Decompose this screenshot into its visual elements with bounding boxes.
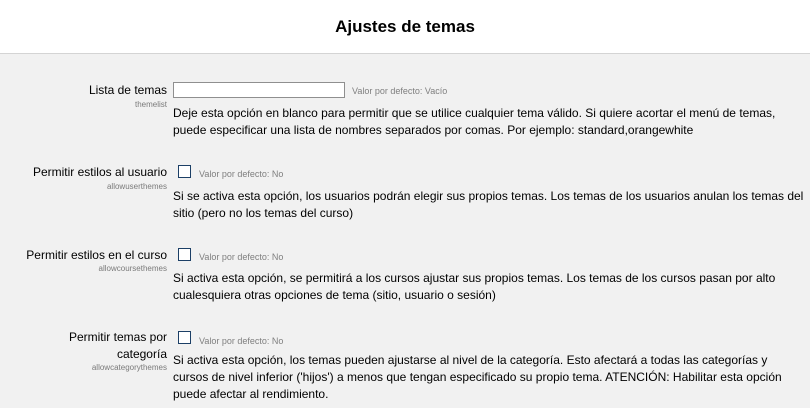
setting-label: Lista de temas xyxy=(88,83,167,97)
setting-key: themelist xyxy=(134,100,167,109)
setting-key: allowcategorythemes xyxy=(91,363,167,372)
themelist-input[interactable] xyxy=(173,82,345,98)
allowcoursethemes-checkbox[interactable] xyxy=(178,248,191,261)
settings-panel xyxy=(0,54,810,408)
setting-description: Si activa esta opción, se permitirá a los cursos ajustar sus propios temas. Los temas de los cursos pasan por alto cualesquiera otras opciones de tema (sitio, usuario o sesión) xyxy=(173,271,776,302)
page-header xyxy=(0,0,810,54)
setting-label: Permitir estilos al usuario xyxy=(32,165,167,179)
setting-key: allowuserthemes xyxy=(106,182,167,191)
setting-label-line1: Permitir temas por xyxy=(68,330,167,344)
setting-description: Si activa esta opción, los temas pueden ajustarse al nivel de la categoría. Esto afectará a todas las categorías y cursos de nivel inferior ('hijos') a menos que tengan especificado su propio tema. ATENCIÓN: Habilitar esta opción puede afectar al rendimiento. xyxy=(173,353,782,401)
allowuserthemes-checkbox[interactable] xyxy=(178,165,191,178)
default-value: Valor por defecto: Vacío xyxy=(352,86,448,96)
default-value: Valor por defecto: No xyxy=(199,336,284,346)
setting-key: allowcoursethemes xyxy=(98,264,167,273)
setting-label: Permitir estilos en el curso xyxy=(26,248,167,262)
default-value: Valor por defecto: No xyxy=(199,252,284,262)
setting-description: Si se activa esta opción, los usuarios podrán elegir sus propios temas. Los temas de los usuarios anulan los temas del sitio (pero no los temas del curso) xyxy=(173,189,804,220)
default-value: Valor por defecto: No xyxy=(199,169,284,179)
page-title: Ajustes de temas xyxy=(335,17,475,36)
allowcategorythemes-checkbox[interactable] xyxy=(178,331,191,344)
setting-description: Deje esta opción en blanco para permitir que se utilice cualquier tema válido. Si quiere acortar el menú de temas, puede especificar una lista de nombres separados por comas. Por ejemplo: standard,orangewhite xyxy=(173,106,776,137)
setting-label-line2: categoría xyxy=(116,347,167,361)
